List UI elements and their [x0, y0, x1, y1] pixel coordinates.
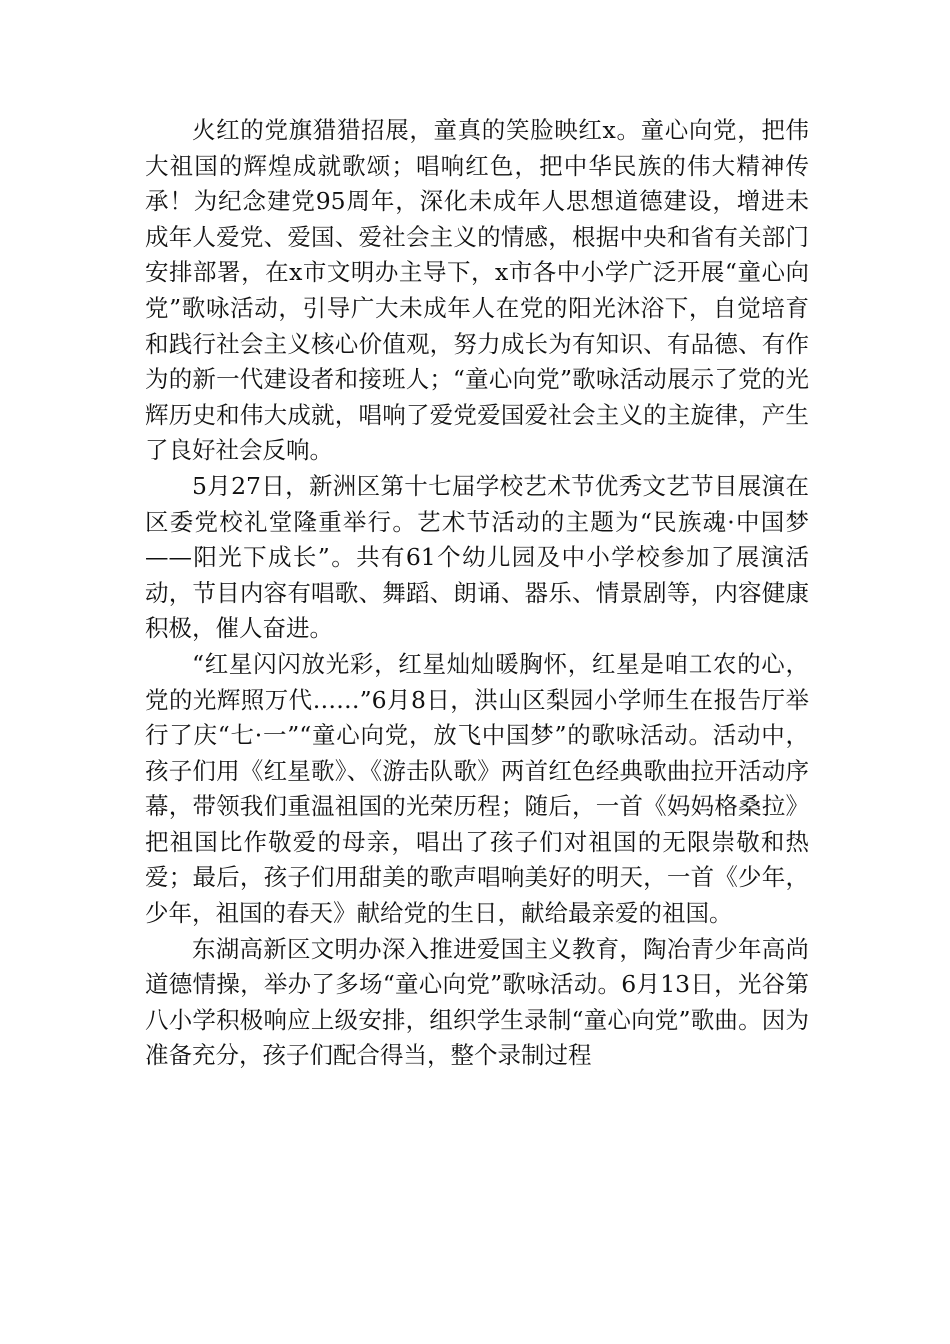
paragraph-2: 5月27日，新洲区第十七届学校艺术节优秀文艺节目展演在区委党校礼堂隆重举行。艺术节活动的主题为“民族魂·中国梦——阳光下成长”。共有61个幼儿园及中小学校参加了展演活动，节目内容有唱歌、舞蹈、朗诵、器乐、情景剧等，内容健康积极，催人奋进。	[145, 471, 809, 643]
paragraph-1: 火红的党旗猎猎招展，童真的笑脸映红x。童心向党，把伟大祖国的辉煌成就歌颂；唱响红色，把中华民族的伟大精神传承！为纪念建党95周年，深化未成年人思想道德建设，增进未成年人爱党、爱国、爱社会主义的情感，根据中央和省有关部门安排部署，在x市文明办主导下，x市各中小学广泛开展“童心向党”歌咏活动，引导广大未成年人在党的阳光沐浴下，自觉培育和践行社会主义核心价值观，努力成长为有知识、有品德、有作为的新一代建设者和接班人；“童心向党”歌咏活动展示了党的光辉历史和伟大成就，唱响了爱党爱国爱社会主义的主旋律，产生了良好社会反响。	[145, 116, 809, 465]
article-body	[145, 113, 809, 1074]
paragraph-3: “红星闪闪放光彩，红星灿灿暖胸怀，红星是咱工农的心，党的光辉照万代……”6月8日，洪山区梨园小学师生在报告厅举行了庆“七·一”“童心向党，放飞中国梦”的歌咏活动。活动中，孩子们用《红星歌》、《游击队歌》两首红色经典歌曲拉开活动序幕，带领我们重温祖国的光荣历程；随后，一首《妈妈格桑拉》把祖国比作敬爱的母亲，唱出了孩子们对祖国的无限崇敬和热爱；最后，孩子们用甜美的歌声唱响美好的明天，一首《少年，少年，祖国的春天》献给党的生日，献给最亲爱的祖国。	[145, 649, 809, 928]
paragraph-4: 东湖高新区文明办深入推进爱国主义教育，陶冶青少年高尚道德情操，举办了多场“童心向党”歌咏活动。6月13日，光谷第八小学积极响应上级安排，组织学生录制“童心向党”歌曲。因为准备充分，孩子们配合得当，整个录制过程	[145, 934, 809, 1070]
